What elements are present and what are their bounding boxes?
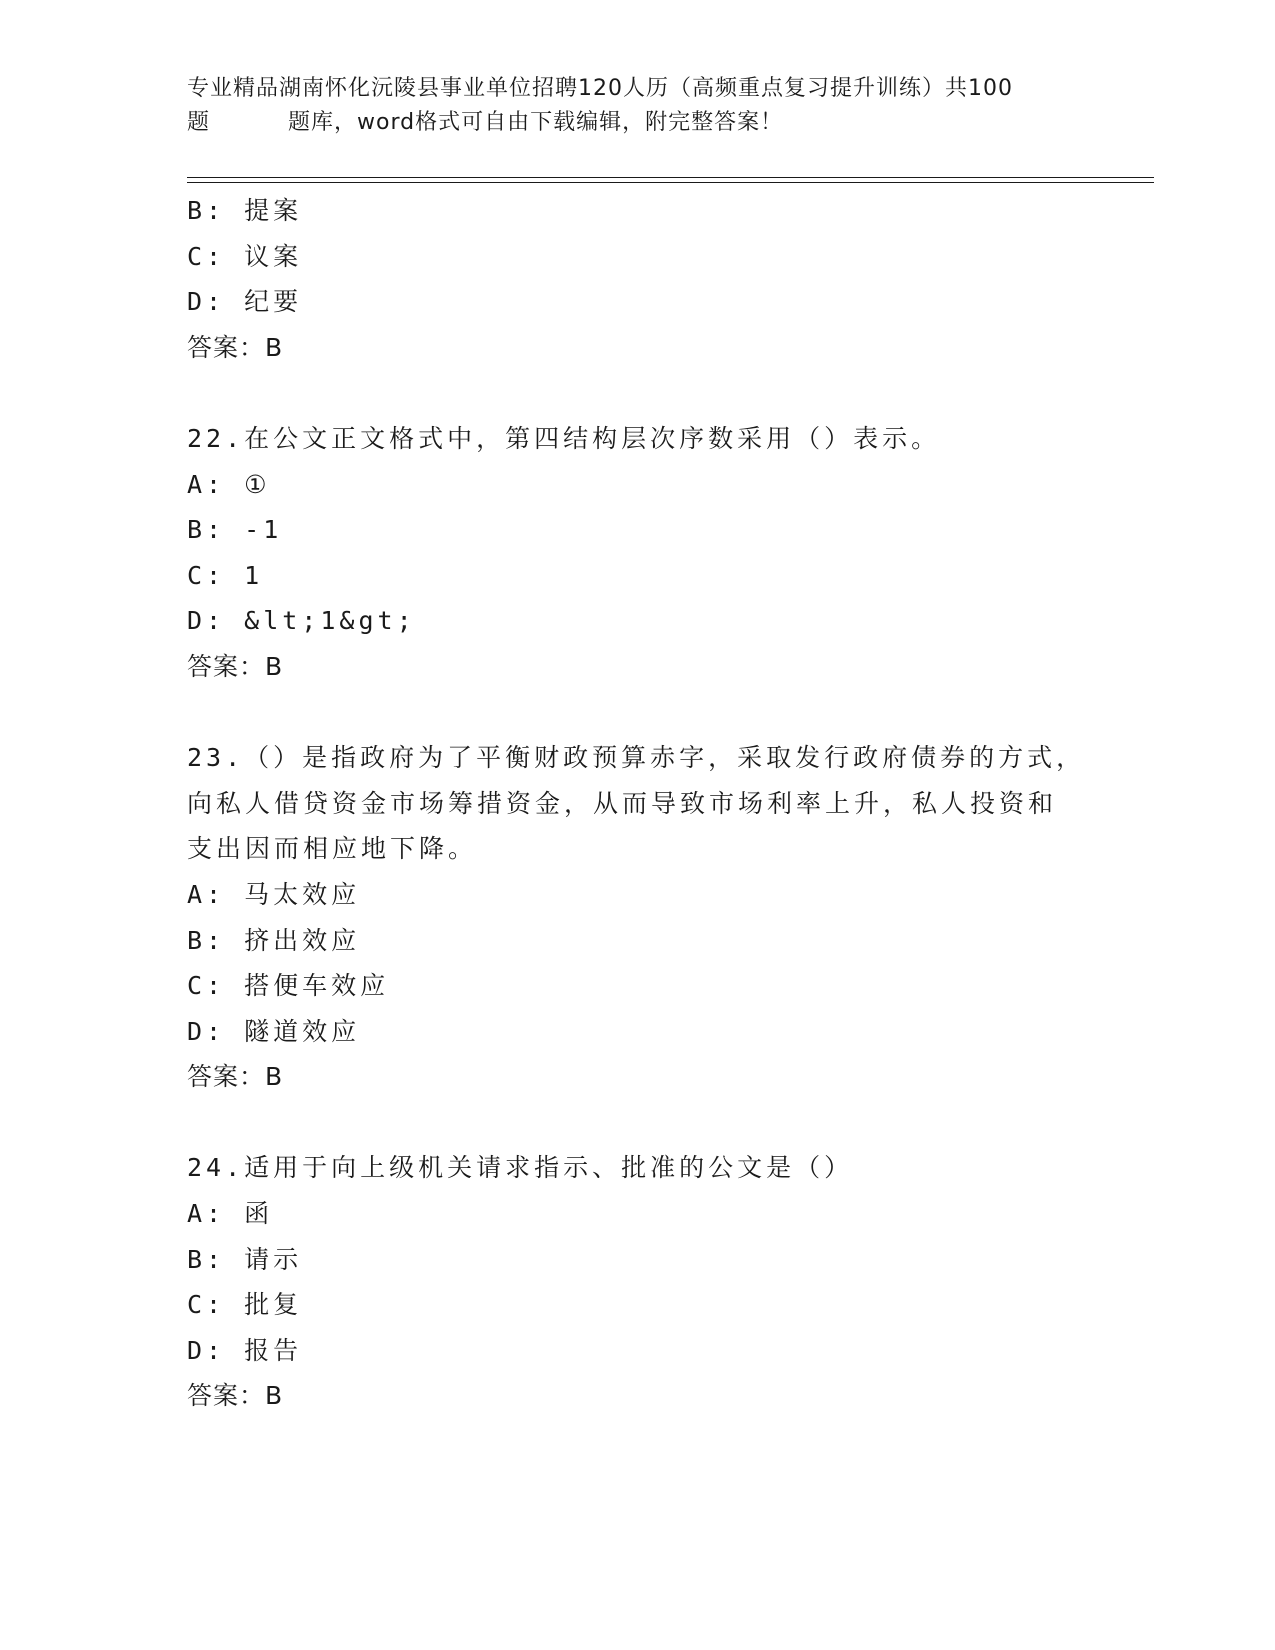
option-b: B: 提案 [187, 196, 303, 225]
question-block-24 [187, 1145, 1087, 1419]
header-rule-top [187, 177, 1154, 178]
question-text: 22.在公文正文格式中，第四结构层次序数采用（）表示。 [187, 423, 941, 453]
answer-line: 答案：B [187, 651, 284, 681]
document-header [187, 72, 1087, 140]
header-line2-left: 题 [187, 110, 211, 135]
option-c: C: 1 [187, 560, 264, 590]
question-block-22 [187, 416, 1087, 690]
header-title-line1: 专业精品湖南怀化沅陵县事业单位招聘120人历（高频重点复习提升训练）共100 [187, 76, 1013, 101]
header-line2-right: 题库，word格式可自由下载编辑，附完整答案！ [288, 110, 784, 135]
option-c: C: 批复 [187, 1290, 303, 1320]
option-b: B: 挤出效应 [187, 925, 361, 955]
question-text: 向私人借贷资金市场筹措资金，从而导致市场利率上升，私人投资和 [187, 788, 1058, 818]
option-d: D: 隧道效应 [187, 1016, 361, 1046]
header-title-line2 [187, 106, 1087, 140]
question-text: 23.（）是指政府为了平衡财政预算赤字，采取发行政府债券的方式， [187, 743, 1086, 773]
answer-line: 答案：B [187, 1381, 284, 1411]
question-block-continued [187, 188, 1087, 370]
option-d: D: 报告 [187, 1335, 303, 1365]
option-b: B: -1 [187, 515, 283, 545]
header-rule-bottom [187, 182, 1154, 183]
question-text: 支出因而相应地下降。 [187, 834, 478, 864]
option-d: D: 纪要 [187, 287, 303, 317]
option-a: A: 马太效应 [187, 879, 361, 909]
option-b: B: 请示 [187, 1244, 303, 1274]
option-a: A: 函 [187, 1199, 274, 1229]
option-c: C: 议案 [187, 241, 303, 271]
option-c: C: 搭便车效应 [187, 971, 390, 1001]
option-a: A: ① [187, 469, 271, 499]
question-block-23 [187, 735, 1087, 1100]
answer-line: 答案：B [187, 332, 284, 362]
answer-line: 答案：B [187, 1062, 284, 1092]
question-text: 24.适用于向上级机关请求指示、批准的公文是（） [187, 1153, 854, 1183]
question-content [187, 188, 1087, 1419]
option-d: D: &lt;1&gt; [187, 606, 416, 636]
